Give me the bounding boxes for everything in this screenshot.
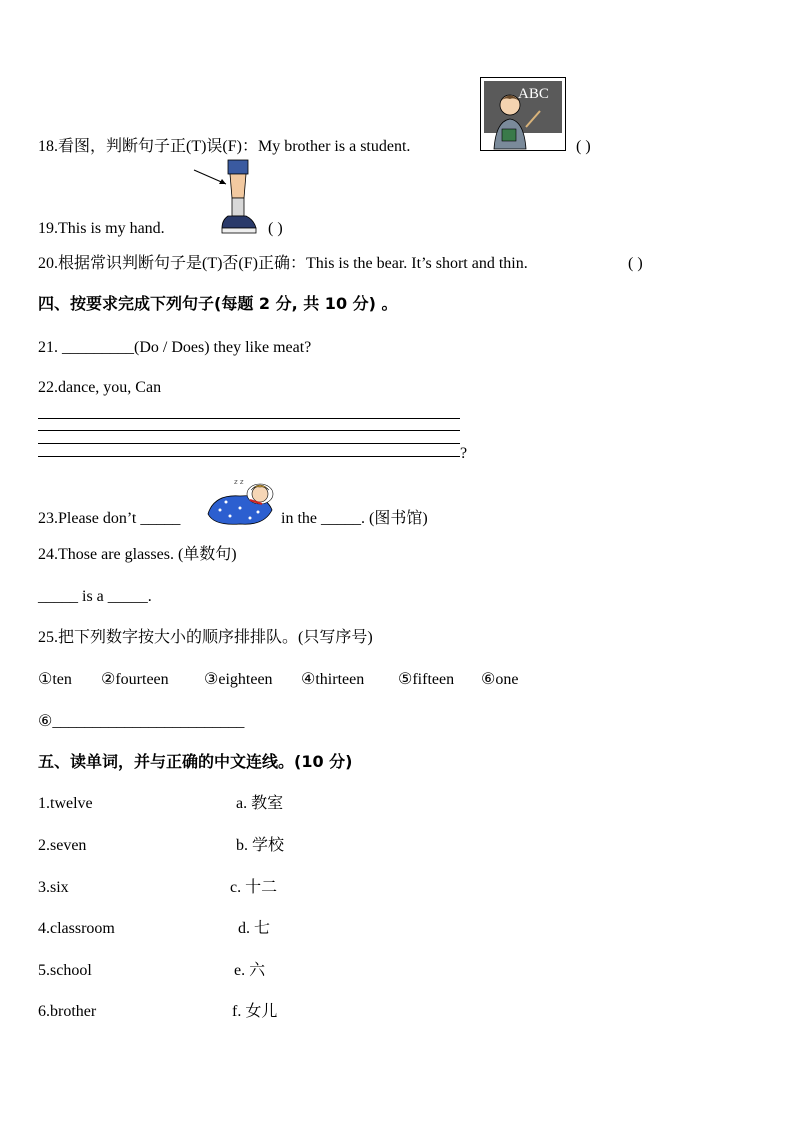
match-meaning-b[interactable]: b. 学校 xyxy=(236,837,285,854)
question-23-after[interactable]: in the _____. (图书馆) xyxy=(281,510,428,527)
match-word-3[interactable]: 3.six xyxy=(38,879,69,896)
question-18: 18.看图，判断句子正(T)误(F)：My brother is a student. xyxy=(38,138,411,155)
sleeping-girl-picture xyxy=(204,474,276,528)
answer-line-22c[interactable] xyxy=(38,443,460,444)
section-4-heading: 四、按要求完成下列句子(每题 2 分, 共 10 分) 。 xyxy=(38,294,398,313)
question-25-prompt: 25.把下列数字按大小的顺序排排队。(只写序号) xyxy=(38,629,373,646)
question-21[interactable]: 21. _________(Do / Does) they like meat? xyxy=(38,339,312,356)
teacher-picture xyxy=(480,77,566,151)
chalkboard-abc-label: ABC xyxy=(518,86,549,102)
number-item-5: ⑤fifteen xyxy=(398,671,455,688)
match-meaning-f[interactable]: f. 女儿 xyxy=(232,1003,278,1020)
match-word-4[interactable]: 4.classroom xyxy=(38,920,115,937)
match-word-1[interactable]: 1.twelve xyxy=(38,795,93,812)
question-24-answer[interactable]: _____ is a _____. xyxy=(38,588,152,605)
answer-line-22b[interactable] xyxy=(38,430,460,431)
svg-text:z z: z z xyxy=(234,478,244,486)
answer-paren-19[interactable]: ( ) xyxy=(268,220,283,237)
question-23-before[interactable]: 23.Please don’t _____ xyxy=(38,510,181,527)
question-24-prompt: 24.Those are glasses. (单数句) xyxy=(38,546,237,563)
leg-picture xyxy=(192,158,262,236)
answer-paren-20[interactable]: ( ) xyxy=(628,255,643,272)
section-5-heading: 五、读单词，并与正确的中文连线。(10 分) xyxy=(38,752,353,771)
match-meaning-c[interactable]: c. 十二 xyxy=(230,879,278,896)
question-19: 19.This is my hand. xyxy=(38,220,165,237)
answer-paren-18[interactable]: ( ) xyxy=(576,138,591,155)
question-22-end-mark: ? xyxy=(460,445,468,462)
number-item-1: ①ten xyxy=(38,671,72,688)
number-item-3: ③eighteen xyxy=(204,671,273,688)
number-item-6: ⑥one xyxy=(481,671,519,688)
answer-line-22d[interactable] xyxy=(38,456,460,457)
answer-line-22a[interactable] xyxy=(38,418,460,419)
match-word-5[interactable]: 5.school xyxy=(38,962,92,979)
number-item-2: ②fourteen xyxy=(101,671,169,688)
match-meaning-a[interactable]: a. 教室 xyxy=(236,795,284,812)
number-item-4: ④thirteen xyxy=(301,671,365,688)
question-25-answer[interactable]: ⑥________________________ xyxy=(38,713,245,730)
question-20: 20.根据常识判断句子是(T)否(F)正确：This is the bear. It’s short and thin. xyxy=(38,255,528,272)
match-word-2[interactable]: 2.seven xyxy=(38,837,87,854)
match-word-6[interactable]: 6.brother xyxy=(38,1003,97,1020)
match-meaning-e[interactable]: e. 六 xyxy=(234,962,266,979)
match-meaning-d[interactable]: d. 七 xyxy=(238,920,271,937)
question-22-prompt: 22.dance, you, Can xyxy=(38,379,162,396)
